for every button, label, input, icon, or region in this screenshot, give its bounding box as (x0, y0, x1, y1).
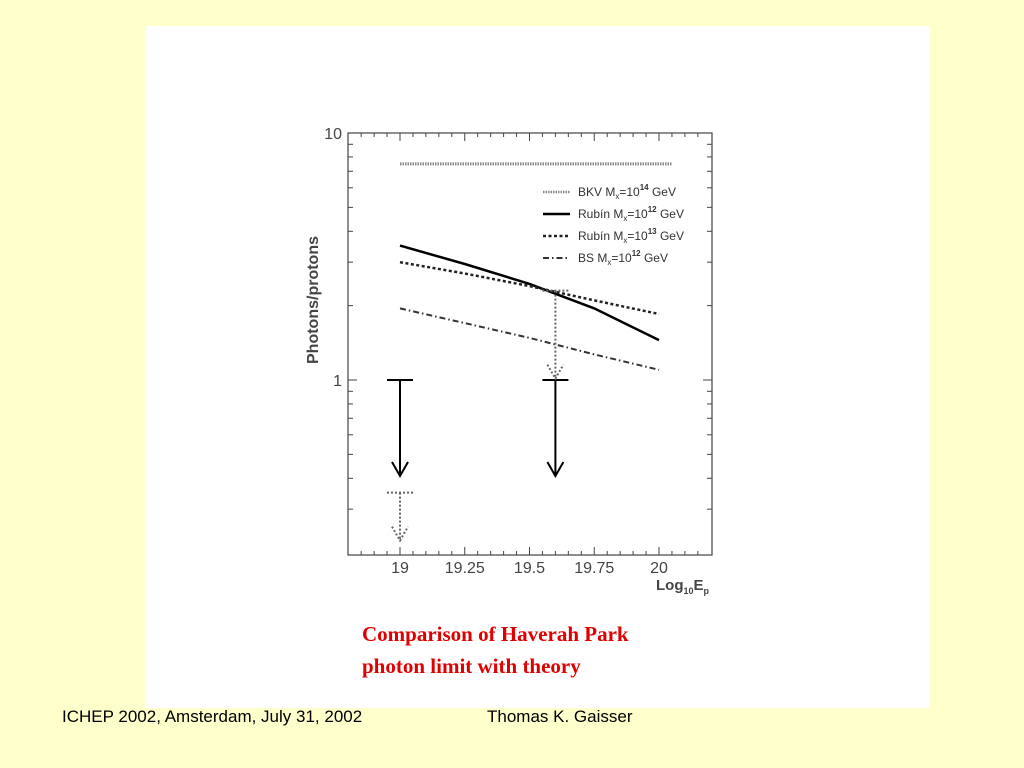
upper-limit-arrows (387, 291, 568, 541)
legend-entry-4: BS $M_x=10^{12}$ GeV (578, 249, 668, 267)
x-axis-label (656, 577, 710, 596)
slide-caption (362, 618, 629, 682)
series-line-4 (400, 308, 659, 369)
legend (543, 183, 684, 267)
x-tick-label: 19.75 (574, 560, 615, 577)
x-axis-label-sub2: p (703, 586, 710, 596)
x-axis-label-mid: E (693, 577, 704, 594)
y-tick-label: 10 (324, 126, 342, 143)
legend-entry-1: BKV $M_x=10^{14}$ GeV (578, 183, 676, 201)
x-tick-label: 19.25 (444, 560, 485, 577)
caption-line-2: photon limit with theory (362, 654, 581, 678)
legend-entry-3: Rubín $M_x=10^{13}$ GeV (578, 227, 684, 245)
x-tick-label: 20 (650, 560, 668, 577)
footer-author: Thomas K. Gaisser (487, 707, 633, 726)
x-tick-label: 19.5 (513, 560, 546, 577)
footer-conference: ICHEP 2002, Amsterdam, July 31, 2002 (62, 707, 363, 726)
caption-line-1: Comparison of Haverah Park (362, 622, 629, 646)
x-tick-label: 19 (391, 560, 409, 577)
series-line-3 (400, 262, 659, 314)
x-axis-label-sub: 10 (683, 586, 694, 596)
x-axis-label-main: Log (656, 577, 684, 594)
y-tick-label: 1 (333, 373, 342, 390)
legend-entry-2: Rubín $M_x=10^{12}$ GeV (578, 205, 684, 223)
y-axis-label: Photons/protons (305, 236, 322, 364)
